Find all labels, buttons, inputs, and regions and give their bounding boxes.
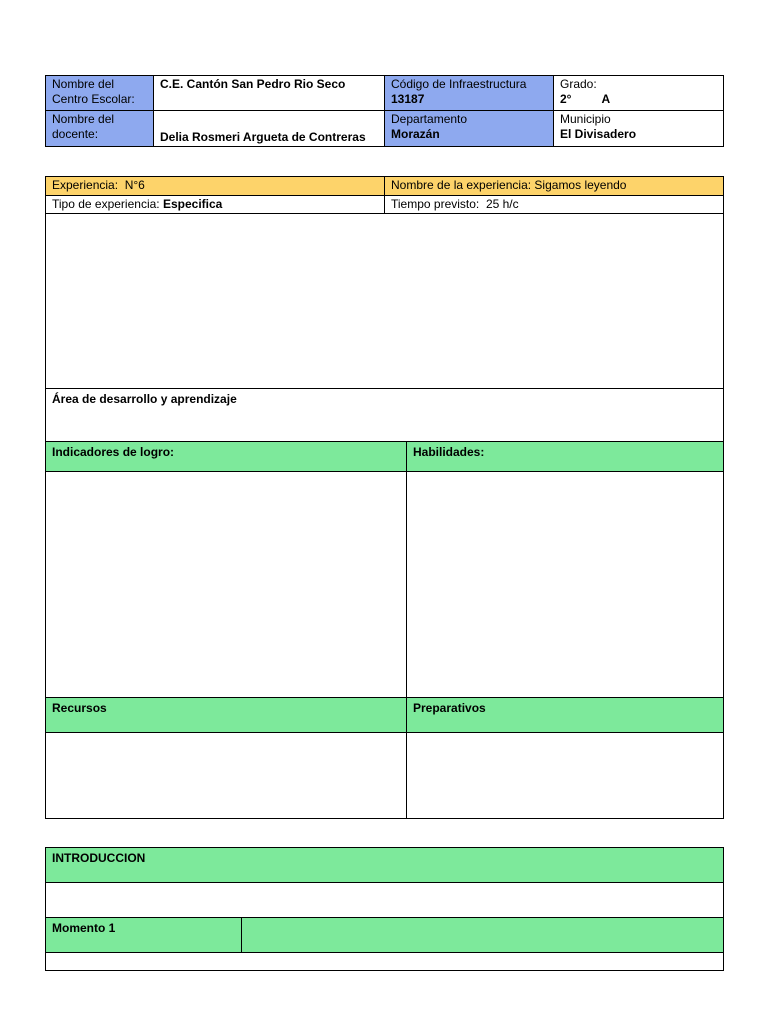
development-area-heading: Área de desarrollo y aprendizaje	[46, 389, 724, 442]
department-value: Morazán	[391, 127, 440, 141]
municipality-value: El Divisadero	[560, 127, 637, 141]
introduction-table	[45, 847, 724, 971]
moment-1-area	[46, 953, 724, 971]
introduction-heading: INTRODUCCION	[46, 848, 724, 883]
moment-1-title-area	[242, 918, 724, 953]
experience-number-label: Experiencia:	[52, 178, 119, 192]
planned-time-label: Tiempo previsto:	[391, 197, 480, 211]
experience-number-cell	[46, 177, 385, 196]
experience-table	[45, 176, 724, 819]
grade-label: Grado:	[560, 77, 597, 91]
infrastructure-code-value: 13187	[391, 92, 425, 106]
grade-value-row	[560, 92, 717, 107]
moment-1-heading: Momento 1	[46, 918, 242, 953]
introduction-area	[46, 883, 724, 918]
description-area	[46, 214, 724, 389]
planned-time-cell	[385, 196, 724, 214]
planned-time-value: 25 h/c	[485, 197, 519, 211]
municipality-label: Municipio	[560, 112, 611, 126]
grade-value: 2°	[560, 92, 572, 106]
school-name-value: C.E. Cantón San Pedro Rio Seco	[154, 76, 385, 111]
infrastructure-code-cell	[385, 76, 554, 111]
preparations-area	[407, 733, 724, 819]
experience-name-cell	[385, 177, 724, 196]
resources-heading: Recursos	[46, 698, 407, 733]
achievement-indicators-heading: Indicadores de logro:	[46, 442, 407, 472]
experience-name-label: Nombre de la experiencia:	[391, 178, 532, 192]
teacher-value: Delia Rosmeri Argueta de Contreras	[154, 111, 385, 147]
grade-cell	[554, 76, 724, 111]
experience-type-cell	[46, 196, 385, 214]
teacher-label: Nombre del docente:	[46, 111, 154, 147]
experience-number-value: N°6	[124, 178, 145, 192]
municipality-cell	[554, 111, 724, 147]
experience-name-value: Sigamos leyendo	[534, 178, 627, 192]
department-cell	[385, 111, 554, 147]
preparations-heading: Preparativos	[407, 698, 724, 733]
experience-type-value: Especifica	[162, 197, 223, 211]
resources-area	[46, 733, 407, 819]
section-value: A	[601, 92, 611, 106]
school-name-label: Nombre del Centro Escolar:	[46, 76, 154, 111]
skills-heading: Habilidades:	[407, 442, 724, 472]
experience-type-label: Tipo de experiencia:	[52, 197, 160, 211]
school-info-table	[45, 75, 724, 147]
achievement-indicators-area	[46, 472, 407, 698]
infrastructure-code-label: Código de Infraestructura	[391, 77, 527, 91]
skills-area	[407, 472, 724, 698]
department-label: Departamento	[391, 112, 468, 126]
